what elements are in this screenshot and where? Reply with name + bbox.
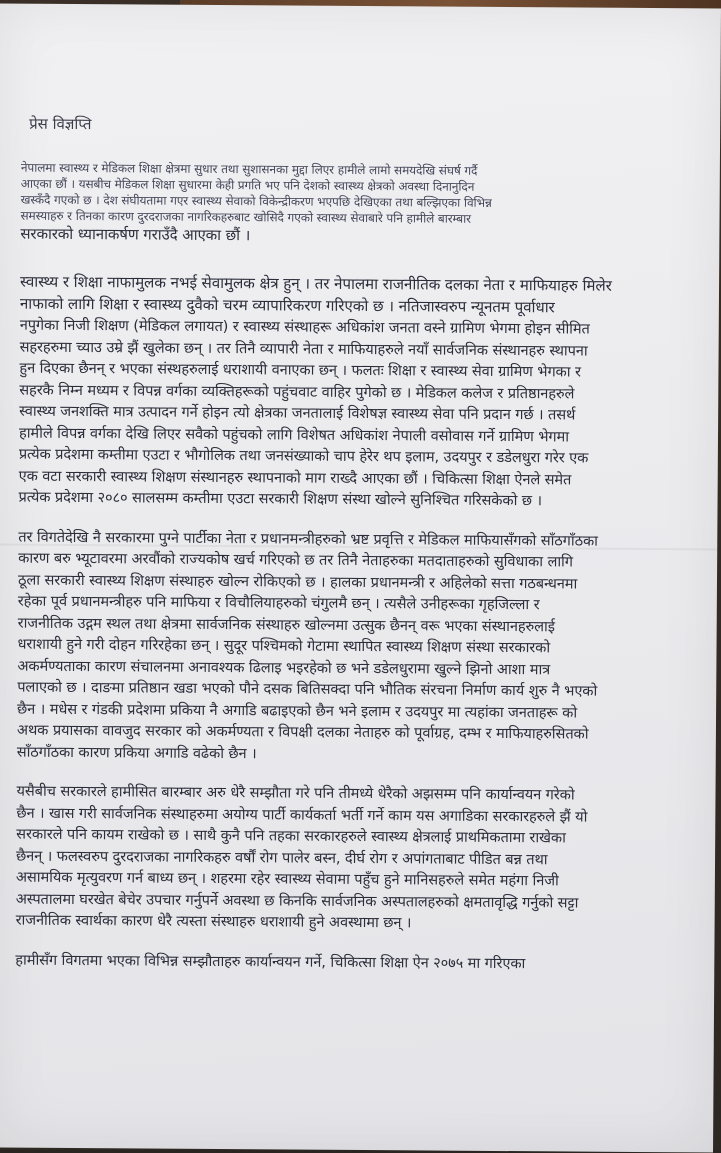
text-line: छैन । खास गरी सार्वजनिक संस्थाहरुमा अयोग्य पार्टी कार्यकर्ता भर्ती गर्ने काम यस अगाडिका सरकारहरुले झैं यो	[16, 804, 588, 826]
text-line: धराशायी हुने गरी दोहन गरिरहेका छन् । सुदूर पश्चिमको गेटामा स्थापित स्वास्थ्य शिक्षण संस्था सरकारको	[17, 635, 551, 657]
text-line: प्रत्येक प्रदेशमा कम्तीमा एउटा र भौगोलिक तथा जनसंख्याको चाप हेरेर थप इलाम, उदयपुर र डडेलधुरा गरेर एक	[18, 445, 589, 467]
press-release	[15, 114, 701, 994]
paragraph-2	[18, 272, 700, 513]
paragraph-4	[16, 781, 697, 936]
text-line: ठूला सरकारी स्वास्थ्य शिक्षण संस्थाहरु खोल्न रोकिएको छ । हालका प्रधानमन्त्री र अहिलेको सत्ता गठबन्धनमा	[17, 571, 578, 593]
text-line: हामीसँग विगतमा भएका विभिन्न सम्झौताहरु कार्यान्वयन गर्ने, चिकित्सा शिक्षा ऐन २०७५ मा गरिएका	[15, 951, 526, 972]
text-line: असामयिक मृत्युवरण गर्न बाध्य छन् । शहरमा रहेर स्वास्थ्य सेवामा पहुँच हुने मानिसहरुले समेत महंगा निजी	[15, 868, 559, 890]
text-line: सहरकै निम्न मध्यम र विपन्न वर्गका व्यक्तिहरूको पहुंचवाट वाहिर पुगेको छ । मेडिकल कलेज र प्रतिष्ठानहरुले	[19, 381, 575, 403]
text-line: एक वटा सरकारी स्वास्थ्य शिक्षण संस्थानहरु स्थापनाको माग राख्दै आएका छौं । चिकित्सा शिक्षा ऐनले समेत	[18, 467, 572, 488]
text-line: आएका छौं । यसबीच मेडिकल शिक्षा सुधारमा केही प्रगति भए पनि देशको स्वास्थ्य क्षेत्रको अवस्था दिनानुदिन	[20, 176, 475, 194]
text-line: राजनीतिक उद्गम स्थल तथा क्षेत्रमा सार्वजनिक संस्थाहरु खोल्नमा उत्सुक छैनन् वरू भएका संस्थानहरुलाई	[17, 614, 555, 635]
text-line: नेपालमा स्वास्थ्य र मेडिकल शिक्षा क्षेत्रमा सुधार तथा सुशासनका मुद्दा लिएर हामीले लामो समयदेखि संघर्ष गर्दै	[20, 160, 478, 178]
text-line: सहरहरुमा च्याउ उम्रे झैं खुलेका छन् । तर तिनै व्यापारी नेता र माफियाहरुले नयाँ सार्वजनिक संस्थानहरु स्थापना	[19, 338, 588, 360]
text-line: पलाएको छ । दाङमा प्रतिष्ठान खडा भएको पौने दसक बितिसक्दा पनि भौतिक संरचना निर्माण कार्य शुरु नै भएको	[17, 678, 598, 700]
text-line: राजनीतिक स्वार्थका कारण धेरै त्यस्ता संस्थाहरु धराशायी हुने अवस्थामा छन् ।	[15, 911, 412, 932]
text-line: साँठगाँठका कारण प्रकिया अगाडि वढेको छैन ।	[16, 743, 257, 762]
text-line: हामीले विपन्न वर्गका देखि लिएर सवैको पहुंचको लागि विशेषत अधिकांश नेपाली वसोवास गर्ने ग्रामिण भेगमा	[18, 424, 569, 445]
text-line: सरकारले पनि कायम राखेको छ । साथै कुनै पनि तहका सरकारहरुले स्वास्थ्य क्षेत्रलाई प्राथमिकतामा राखेका	[16, 825, 566, 847]
text-line: अकर्मण्यताका कारण संचालनमा अनावश्यक ढिलाइ भइरहेको छ भने डडेलधुरामा खुल्ने झिनो आशा मात्र	[17, 657, 551, 678]
text-line: अथक प्रयासका वावजुद सरकार को अकर्मण्यता र विपक्षी दलका नेताहरु को पूर्वाग्रह, दम्भ र माफियाहरुसितको	[16, 721, 589, 743]
text-line: सरकारको ध्यानाकर्षण गराउँदै आएका छौं ।	[20, 224, 251, 245]
text-line: रहेका पूर्व प्रधानमन्त्रीहरु पनि माफिया र विचौलियाहरुको चंगुलमै छन् । त्यसैले उनीहरूका गृहजिल्ला र	[17, 592, 540, 614]
text-line: अस्पतालमा घरखेत बेचेर उपचार गर्नुपर्ने अवस्था छ किनकि सार्वजनिक अस्पतालहरुको क्षमतावृद्धि गर्नुको सट्टा	[15, 890, 579, 912]
text-line: नाफाको लागि शिक्षा र स्वास्थ्य दुवैको चरम व्यापारिकरण गरिएको छ । नतिजास्वरुप न्यूनतम पूर्वाधार	[19, 294, 555, 316]
text-line: छैन । मधेस र गंडकी प्रदेशमा प्रकिया नै अगाडि बढाइएको छैन भने इलाम र उदयपुर मा त्यहांका जनताहरू को	[17, 700, 578, 722]
text-line: स्वास्थ्य र शिक्षा नाफामुलक नभई सेवामुलक क्षेत्र हुन् । तर नेपालमा राजनीतिक दलका नेता र माफियाहरु मिलेर	[20, 272, 612, 295]
paper-sheet	[0, 3, 721, 1152]
text-line: तर विगतेदेखि नै सरकारमा पुग्ने पार्टीका नेता र प्रधानमन्त्रीहरुको भ्रष्ट प्रवृत्ति र मेडिकल माफियासँगको साँठगाँठका	[18, 528, 598, 550]
text-line: समस्याहरु र तिनका कारण दुरदराजका नागरिकहरुबाट खोसिदै गएको स्वास्थ्य सेवाबारे पनि हामीले बारम्बार	[20, 208, 472, 226]
text-line: कारण बरु भ्यूटावरमा अरवौंको राज्यकोष खर्च गरिएको छ तर तिनै नेताहरुका मतदाताहरुको सुविधाका लागि	[18, 549, 574, 571]
text-line: स्वास्थ्य जनशक्ति मात्र उत्पादन गर्ने होइन त्यो क्षेत्रका जनतालाई विशेषज्ञ स्वास्थ्य सेवा पनि प्रदान गर्छ । तसर्थ	[19, 402, 576, 424]
text-line: प्रत्येक प्रदेशमा २०८० सालसम्म कम्तीमा एउटा सरकारी शिक्षण संस्था खोल्ने सुनिश्चित गरिसकेको छ ।	[18, 488, 542, 510]
text-line: यसैबीच सरकारले हामीसित बारम्बार अरु धेरै सम्झौता गरे पनि तीमध्ये धेरैको अझसम्म पनि कार्यान्वयन गरेको	[16, 782, 575, 804]
paragraph-1	[20, 160, 701, 249]
text-line: हुन दिएका छैनन् र भएका संस्थहरुलाई धराशायी वनाएका छन् । फलतः शिक्षा र स्वास्थ्य सेवा ग्रामिण भेगका र	[19, 359, 581, 381]
text-line: खस्कँदै गएको छ । देश संघीयतामा गएर स्वास्थ्य सेवाको विकेन्द्रीकरण भएपछि देखिएका तथा बल्झिएका विभिन्न	[20, 192, 492, 210]
paragraph-3	[17, 526, 699, 767]
document-heading: प्रेस विज्ञप्ति	[29, 114, 92, 134]
text-line: छैनन् । फलस्वरुप दुरदराजका नागरिकहरु वर्षौं रोग पालेर बस्न, दीर्घ रोग र अपांगताबाट पीडित बन्न तथा	[16, 847, 548, 868]
paragraph-5	[15, 949, 695, 975]
text-line: नपुगेका निजी शिक्षण (मेडिकल लगायत) र स्वास्थ्य संस्थाहरू अधिकांश जनता वस्ने ग्रामिण भेगमा होइन सीमित	[19, 316, 590, 338]
